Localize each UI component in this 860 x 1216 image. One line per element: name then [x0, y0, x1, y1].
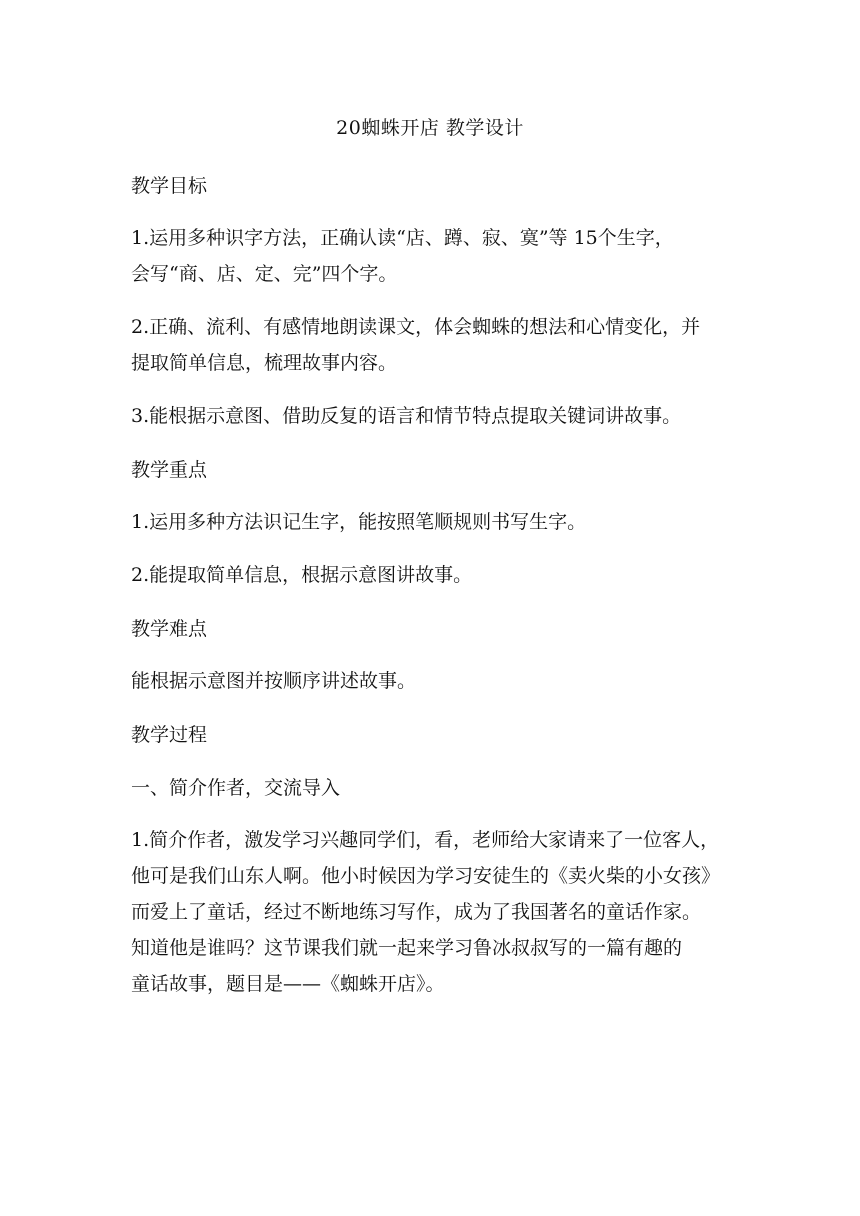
process-heading: 教学过程 [131, 724, 208, 746]
step-1-line-1: 1.简介作者，激发学习兴趣同学们，看，老师给大家请来了一位客人， [131, 829, 720, 851]
difficulty-1 [131, 664, 736, 700]
step-1-line-4: 知道他是谁吗？这节课我们就一起来学习鲁冰叔叔写的一篇有趣的 [131, 937, 683, 959]
difficulty-heading: 教学难点 [131, 618, 208, 640]
step-1-heading: 一、简介作者，交流导入 [131, 777, 341, 799]
key-points-heading: 教学重点 [131, 459, 208, 481]
step-1-line-3: 而爱上了童话，经过不断地练习写作，成为了我国著名的童话作家。 [131, 901, 702, 923]
key-point-1-line-1: 1.运用多种方法识记生字，能按照笔顺规则书写生字。 [131, 511, 587, 533]
key-point-2-line-1: 2.能提取简单信息，根据示意图讲故事。 [131, 564, 473, 586]
goal-2-line-2: 提取简单信息，梳理故事内容。 [131, 352, 398, 374]
goals-heading: 教学目标 [131, 175, 208, 197]
goal-2-line-1: 2.正确、流利、有感情地朗读课文，体会蜘蛛的想法和心情变化，并 [131, 316, 701, 338]
goal-1 [131, 221, 736, 293]
document-title: 20蜘蛛开店 教学设计 [336, 117, 524, 139]
step-1-line-5: 童话故事，题目是——《蜘蛛开店》。 [131, 973, 445, 995]
key-point-1 [131, 505, 736, 541]
goal-3 [131, 399, 736, 435]
goal-3-line-1: 3.能根据示意图、借助反复的语言和情节特点提取关键词讲故事。 [131, 405, 682, 427]
step-1-line-2: 他可是我们山东人啊。他小时候因为学习安徒生的《卖火柴的小女孩》 [131, 865, 721, 887]
difficulty-1-line-1: 能根据示意图并按顺序讲述故事。 [131, 670, 417, 692]
goal-1-line-2: 会写“商、店、定、完”四个字。 [131, 263, 398, 285]
document-body [131, 168, 736, 1020]
key-point-2 [131, 558, 736, 594]
goal-1-line-1: 1.运用多种识字方法，正确认读“店、蹲、寂、寞”等 15个生字， [131, 227, 674, 249]
goal-2 [131, 310, 736, 382]
step-1-paragraph [131, 823, 736, 1003]
